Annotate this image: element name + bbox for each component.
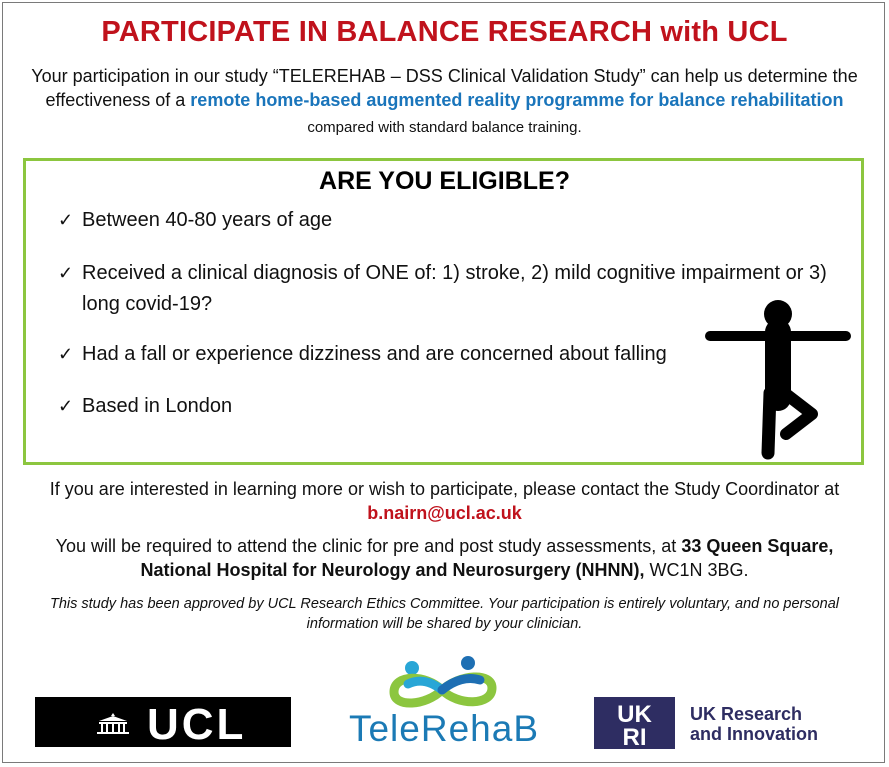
checkmark-icon: ✓ [58,396,74,416]
intro-highlight: remote home-based augmented reality programme for balance rehabilitation [190,90,844,110]
telerehab-logo-text: TeleRehaB [348,708,539,749]
eligibility-heading: ARE YOU ELIGIBLE? [319,167,570,195]
attendance-info [20,534,869,582]
coordinator-email[interactable]: b.nairn@ucl.ac.uk [367,503,522,523]
ukri-mark-icon [594,697,675,749]
balance-pose-figure-icon [700,298,855,460]
svg-text:RI: RI [622,724,647,749]
ukri-line-2: and Innovation [690,724,818,744]
attend-text-2: WC1N 3BG. [644,560,749,580]
contact-info [0,477,889,525]
intro-text-2: compared with standard balance training. [307,119,582,136]
portico-icon [93,711,133,735]
ucl-logo [35,697,291,747]
checkmark-icon: ✓ [58,210,74,230]
criterion-text: Based in London [82,395,233,417]
criterion-text: Between 40-80 years of age [82,209,333,231]
study-intro [20,64,869,140]
ukri-line-1: UK Research [690,704,803,724]
criterion-age [58,205,332,236]
ucl-logo-text: UCL [147,700,247,749]
svg-text:UK: UK [617,701,652,728]
intro-text-1: Your participation in our study “TELEREHAB – DSS Clinical Validation Study” can help us determine the effectiveness of a [31,66,858,110]
attend-text-1: You will be required to attend the clinic for pre and post study assessments, at [55,536,682,556]
clinic-address: 33 Queen Square, National Hospital for Neurology and Neurosurgery (NHNN), [140,536,834,580]
checkmark-icon: ✓ [58,344,74,364]
telerehab-logo [308,652,580,750]
criterion-text: Received a clinical diagnosis of ONE of: 1) stroke, 2) mild cognitive impairment or 3) long covid-19? [82,262,827,315]
ethics-statement: This study has been approved by UCL Research Ethics Committee. Your participation is entirely voluntary, and no personal information will be shared by your clinician. [49,596,840,632]
checkmark-icon: ✓ [58,263,74,283]
criterion-text: Had a fall or experience dizziness and are concerned about falling [82,343,667,365]
contact-text: If you are interested in learning more or wish to participate, please contact the Study Coordinator at [49,479,840,499]
infinity-people-icon [308,652,580,712]
criterion-london [58,391,232,422]
poster-title: PARTICIPATE IN BALANCE RESEARCH with UCL [101,16,788,48]
ukri-logo-text [690,704,818,744]
criterion-fall [58,339,667,370]
